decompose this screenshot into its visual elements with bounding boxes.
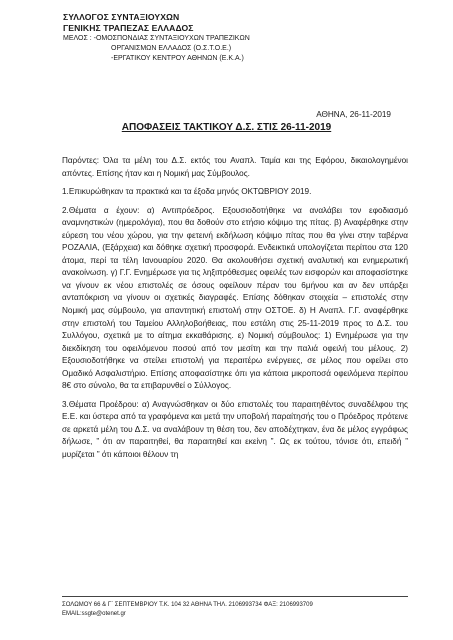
item-3-paragraph: 3.Θέματα Προέδρου: α) Αναγνώσθηκαν οι δύο επιστολές του παραιτηθέντος συναδέλφου της Ε.Ε. και ύστερα από τα γραφόμενα και μετά την υποβολή παραίτησής του ο Πρόεδρος πρότεινε σε αρκετά μέλη του Δ.Σ. να αναλάβουν τη θέση του, δεν αποδέχτηκαν, ένα δε μέλος εγγράφως δήλωσε, ” ότι αν παραιτηθεί, θα παραιτηθεί και εκείνη ”. Ως εκ τούτου, τόνισε ότι, επειδή ” μυρίζεται ” ότι κάποιοι θέλουν τη: [62, 399, 408, 460]
footer-address: ΣΟΛΩΜΟΥ 66 & Γ΄ ΣΕΠΤΕΜΒΡΙΟΥ Τ.Κ. 104 32 ΑΘΗΝΑ ΤΗΛ. 2106993734 ΦΑΞ: 2106993709: [62, 602, 313, 608]
item-1-paragraph: 1.Επικυρώθηκαν τα πρακτικά και τα έξοδα μηνός ΟΚΤΩΒΡΙΟΥ 2019.: [62, 187, 312, 197]
attendance-paragraph: Παρόντες: Όλα τα μέλη του Δ.Σ. εκτός του Αναπλ. Ταμία και της Εφόρου, δικαιολογημένοι απόντες. Επίσης ήταν και η Νομική μας Σύμβουλος.: [62, 156, 408, 178]
document-title: ΑΠΟΦΑΣΕΙΣ ΤΑΚΤΙΚΟΥ Δ.Σ. ΣΤΙΣ 26-11-2019: [121, 122, 332, 133]
footer-email: EMAIL:ssgte@otenet.gr: [62, 611, 126, 617]
letterhead: [63, 12, 393, 64]
document-date: ΑΘΗΝΑ, 26-11-2019: [316, 110, 391, 119]
document-body: [62, 155, 408, 468]
footer: [62, 601, 313, 619]
membership-line-3: -ΕΡΓΑΤΙΚΟΥ ΚΕΝΤΡΟΥ ΑΘΗΝΩΝ (Ε.Κ.Α.): [111, 55, 244, 62]
membership-line-1: ΜΕΛΟΣ : -ΟΜΟΣΠΟΝΔΙΑΣ ΣΥΝΤΑΞΙΟΥΧΩΝ ΤΡΑΠΕΖΙΚΩΝ: [63, 35, 250, 42]
bank-name: ΓΕΝΙΚΗΣ ΤΡΑΠΕΖΑΣ ΕΛΛΑΔΟΣ: [63, 23, 194, 33]
footer-divider: [62, 596, 408, 597]
item-2-paragraph: 2.Θέματα α έχουν: α) Αντιπρόεδρος. Εξουσιοδοτήθηκε να αναλάβει τον εφοδιασμό αναμνηστικών (ημερολόγια), που θα δοθούν στο ετήσιο κόψιμο της πίτας. β) Αναφέρθηκε στην εύρεση του νέου χώρου, για την φετεινή εκδήλωση κόψιμο πίτας που θα γίνει στην ταβέρνα ΡΟΖΑΛΙΑ, (Εξάρχεια) και δόθηκε σχετική προσφορά. Ενδεικτικά υπολογίζεται περίπου στα 120 άτομα, περί τα τέλη Ιανουαρίου 2020. Θα ακολουθήσει σχετική αναλυτική και ενημερωτική ανακοίνωση. γ) Γ.Γ. Ενημέρωσε για τις ληξιπρόθεσμες οφειλές των εισφορών και αποφασίστηκε να γίνουν εκ νέου επιστολές σε όσους οφείλουν πέραν του 6μήνου και αν δεν υπάρξει ανταπόκριση να γίνουν οι σχετικές διαγραφές. Επίσης δόθηκαν στοιχεία – επιστολές στην Νομική μας σύμβουλο, για απαντητική επιστολή στην ΟΣΤΟΕ. δ) Η Αναπλ. Γ.Γ. αναφέρθηκε στην επιστολή του Ταμείου Αλληλοβοήθειας, που εστάλη στις 25-11-2019 προς το Δ.Σ. του Συλλόγου, σχετικά με το αίτημα εκκαθάρισης. ε) Νομική σύμβουλος: 1) Ενημέρωσε για την διεκδίκηση του οφειλόμενου ποσού από τον μεσίτη και την παλιά οφειλή του μέλους. 2) Εξουσιοδοτήθηκε να στείλει επιστολή για περαιτέρω ενέργειες, σε μέλος που οφείλει στο Ομαδικό Ασφαλιστήριο. Επίσης αποφασίστηκε όπι για κάποια μικροποσά οφειλόμενα περίπου 8€ στο σύνολο, θα τα επιβαρυνθεί ο Σύλλογος.: [62, 205, 408, 391]
organization-name: ΣΥΛΛΟΓΟΣ ΣΥΝΤΑΞΙΟΥΧΩΝ: [63, 12, 180, 22]
membership-line-2: ΟΡΓΑΝΙΣΜΩΝ ΕΛΛΑΔΟΣ (Ο.Σ.Τ.Ο.Ε.): [111, 45, 232, 52]
